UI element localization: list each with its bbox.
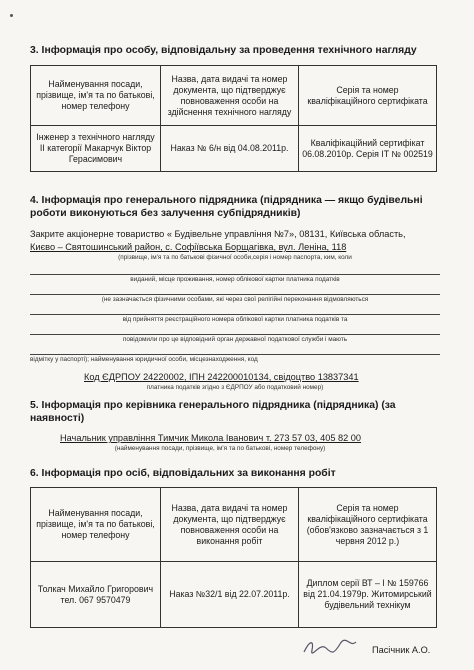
caption-manager: (найменування посади, прізвище, ім'я та по батькові, номер телефону) — [114, 445, 326, 452]
punch-mark — [10, 14, 13, 17]
cell-person: Інженер з технічного нагляду ІІ категорії Макарчук Віктор Герасимович — [31, 126, 161, 172]
manager-info: Начальник управління Тимчик Микола Іванович т. 273 57 03, 405 82 00 — [60, 433, 362, 443]
header-certificate: Серія та номер кваліфікаційного сертифіката (обов'язково зазначається з 1 червня 2012 р.) — [299, 488, 437, 562]
caption-5: повідомили про це відповідний орган державної податкової служби і мають — [122, 336, 348, 343]
section5-heading-line2: наявності) — [30, 413, 85, 424]
contractor-address: Києво – Святошинський район, с. Софіївська Борщагівка, вул. Леніна, 118 — [30, 242, 347, 252]
caption-4: від прийняття реєстраційного номера облікової картки платника податків та — [122, 316, 348, 323]
cell-order: Наказ № 6/н від 04.08.2011р. — [161, 126, 299, 172]
section3-heading: 3. Інформація про особу, відповідальну за проведення технічного нагляду — [30, 45, 417, 56]
caption-7: платника податків згідно з ЄДРПОУ або податковий номер) — [146, 384, 324, 391]
header-position: Найменування посади, прізвище, ім'я та по батькові, номер телефону — [31, 66, 161, 126]
caption-2: виданий, місце проживання, номер облікової картки платника податків — [130, 276, 340, 283]
section5-heading-line1: 5. Інформація про керівника генерального підрядника (підрядника) (за — [30, 400, 396, 411]
header-document: Назва, дата видачі та номер документа, що підтверджує повноваження особи на виконання робіт — [161, 488, 299, 562]
fill-line — [30, 314, 440, 315]
cell-diploma: Диплом серії ВТ – І № 159766 від 21.04.1979р. Житомирський будівельний технікум — [299, 562, 437, 628]
fill-line — [30, 274, 440, 275]
cell-certificate: Кваліфікаційний сертифікат 06.08.2010р. Серія ІТ № 002519 — [299, 126, 437, 172]
section4-heading-line1: 4. Інформація про генерального підрядника (підрядника — якщо будівельні — [30, 195, 423, 206]
header-position: Найменування посади, прізвище, ім'я та по батькові, номер телефону — [31, 488, 161, 562]
section6-heading: 6. Інформація про осіб, відповідальних за виконання робіт — [30, 468, 336, 479]
caption-3: (не зазначається фізичними особами, які через свої релігійні переконання відмовляються — [101, 296, 369, 303]
fill-line — [30, 334, 440, 335]
cell-person: Толкач Михайло Григорович тел. 067 9570479 — [31, 562, 161, 628]
supervision-table — [30, 65, 437, 172]
contractor-name: Закрите акціонерне товариство « Будівельне управління №7», 08131, Київська область, — [30, 229, 406, 239]
section4-heading-line2: роботи виконуються без залучення субпідрядників) — [30, 208, 301, 219]
header-document: Назва, дата видачі та номер документа, що підтверджує повноваження особи на здійснення технічного нагляду — [161, 66, 299, 126]
signatory-name: Пасічник А.О. — [372, 645, 431, 655]
contractor-codes: Код ЄДРПОУ 24220002, ІПН 242200010134, свідоцтво 13837341 — [84, 372, 359, 382]
fill-line — [30, 294, 440, 295]
caption-1: (прізвище, ім'я та по батькові фізичної особи,серія і номер паспорта, ким, коли — [118, 254, 352, 261]
fill-line — [30, 354, 440, 355]
cell-order: Наказ №32/1 від 22.07.2011р. — [161, 562, 299, 628]
signature-mark — [300, 636, 360, 658]
caption-6: відмітку у паспорті); найменування юридичної особи, місцезнаходження, код — [30, 356, 258, 363]
header-certificate: Серія та номер кваліфікаційного сертифіката — [299, 66, 437, 126]
responsible-persons-table — [30, 487, 437, 628]
